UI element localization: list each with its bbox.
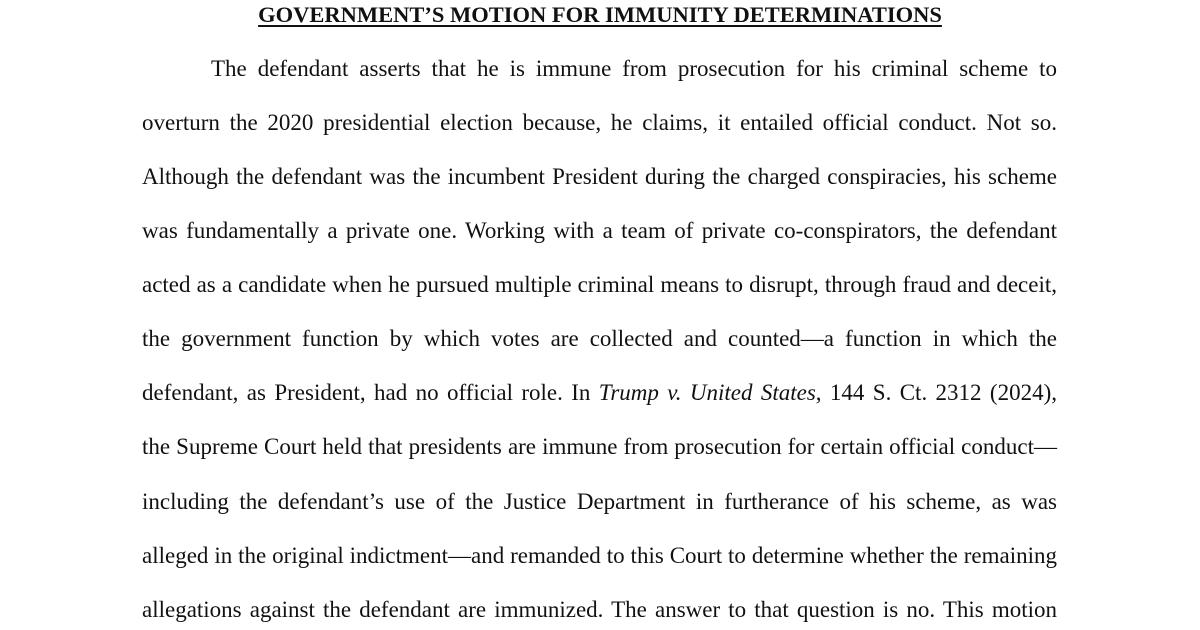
paragraph-line-6: the government function by which votes are collected and counted—a function in which the xyxy=(142,326,1057,351)
paragraph-line-10: alleged in the original indictment—and remanded to this Court to determine whether the remaining xyxy=(142,543,1057,568)
paragraph-line-8: the Supreme Court held that presidents are immune from prosecution for certain official conduct— xyxy=(142,434,1057,459)
case-name-citation: Trump v. United States xyxy=(598,380,816,405)
paragraph-line-2: overturn the 2020 presidential election because, he claims, it entailed official conduct. Not so. xyxy=(142,110,1057,135)
paragraph-line-11: allegations against the defendant are immunized. The answer to that question is no. This motion xyxy=(142,597,1057,622)
paragraph-line-4: was fundamentally a private one. Working with a team of private co-conspirators, the defendant xyxy=(142,218,1057,243)
paragraph-line-1: The defendant asserts that he is immune from prosecution for his criminal scheme to xyxy=(211,56,1057,81)
document-heading: GOVERNMENT’S MOTION FOR IMMUNITY DETERMINATIONS xyxy=(258,2,942,27)
paragraph-line-7 xyxy=(142,378,1057,408)
paragraph-line-3: Although the defendant was the incumbent President during the charged conspiracies, his scheme xyxy=(142,164,1057,189)
paragraph-line-5: acted as a candidate when he pursued multiple criminal means to disrupt, through fraud and deceit, xyxy=(142,272,1057,297)
line-7-text-before-citation: defendant, as President, had no official role. In xyxy=(142,380,599,405)
line-7-text-after-citation: , 144 S. Ct. 2312 (2024), xyxy=(815,380,1058,405)
paragraph-line-9: including the defendant’s use of the Justice Department in furtherance of his scheme, as was xyxy=(142,489,1057,514)
